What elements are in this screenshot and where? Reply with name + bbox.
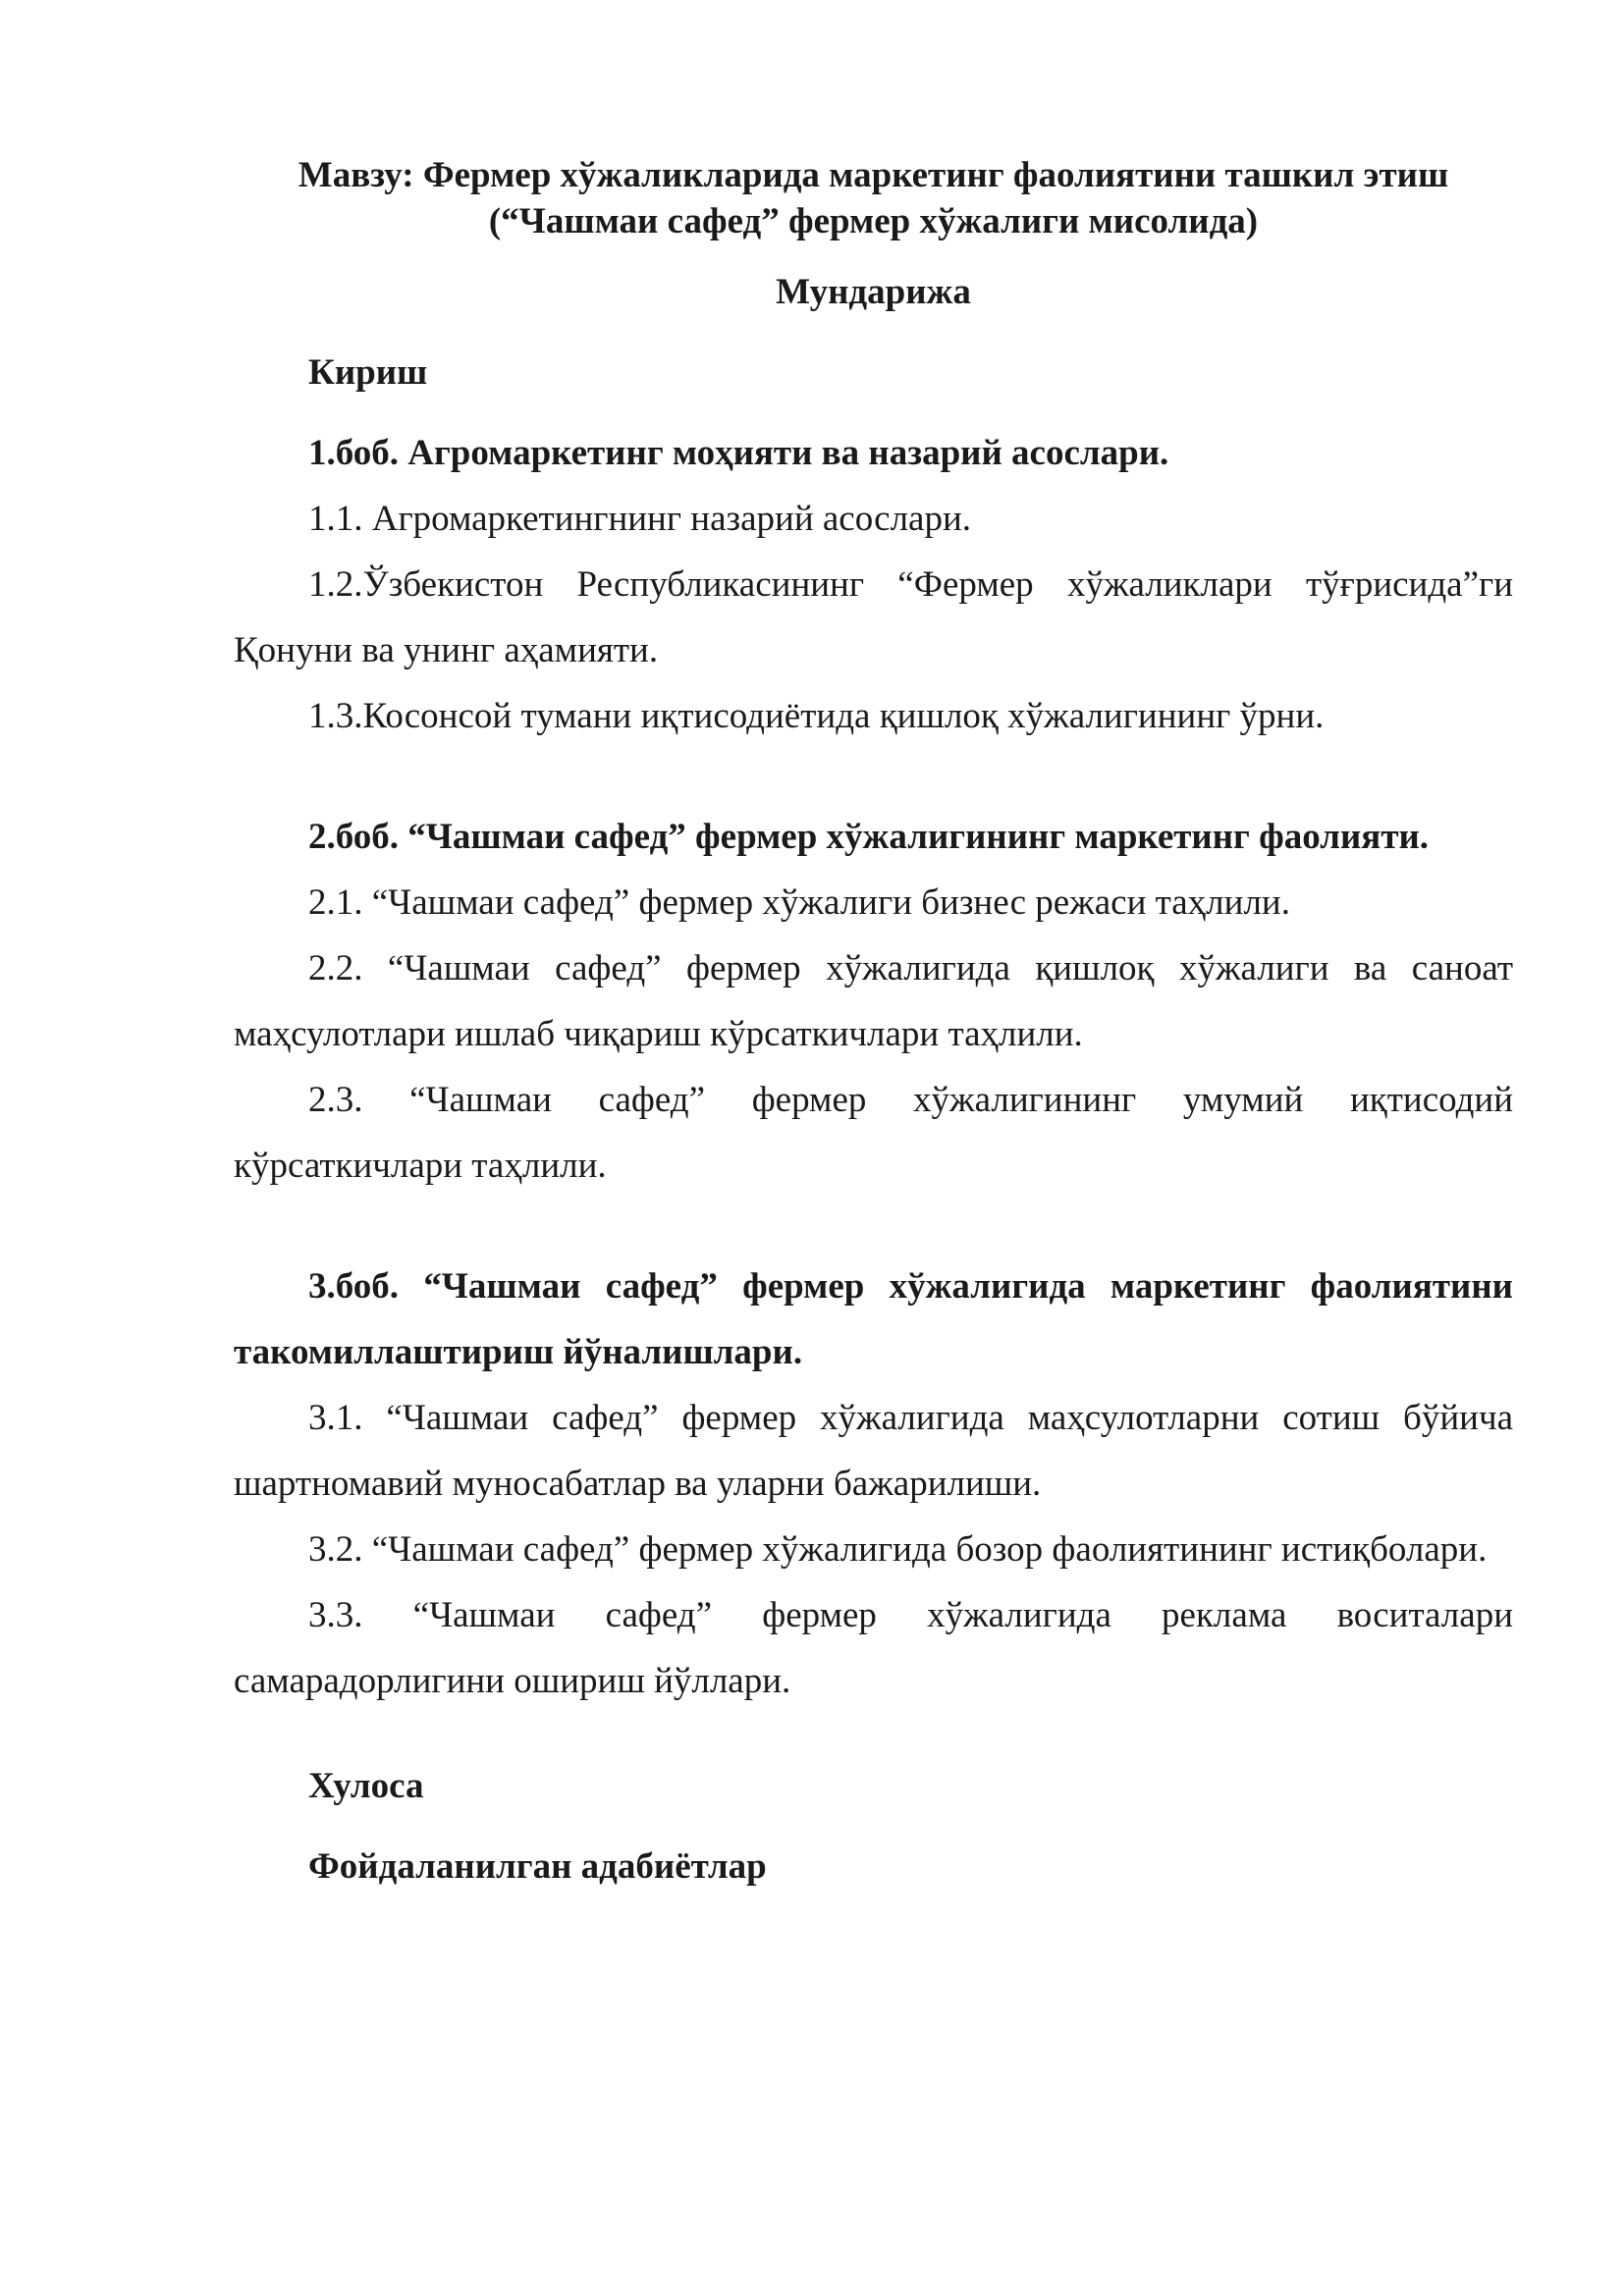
toc-section-1-3: 1.3.Косонсой тумани иқтисодиётида қишлоқ хўжалигининг ўрни. xyxy=(308,696,1325,736)
toc-section-3-2: 3.2. “Чашмаи сафед” фермер хўжалигида бозор фаолиятининг истиқболари. xyxy=(308,1529,1488,1570)
toc-section-1-2: 1.2.Ўзбекистон Республикасининг “Фермер хўжаликлари тўғрисида”ги Қонуни ва унинг аҳамияти. xyxy=(234,564,1513,670)
toc-section-2-1: 2.1. “Чашмаи сафед” фермер хўжалиги бизнес режаси таҳлили. xyxy=(308,882,1290,923)
document-title-line-2: (“Чашмаи сафед” фермер хўжалиги мисолида) xyxy=(488,201,1259,241)
toc-conclusion: Хулоса xyxy=(308,1766,424,1806)
toc-section-1-1: 1.1. Агромаркетингнинг назарий асослари. xyxy=(308,499,972,539)
toc-section-2-3: 2.3. “Чашмаи сафед” фермер хўжалигининг умумий иқтисодий кўрсаткичлари таҳлили. xyxy=(234,1080,1513,1186)
toc-references: Фойдаланилган адабиётлар xyxy=(308,1846,767,1887)
toc-section-3-3: 3.3. “Чашмаи сафед” фермер хўжалигида реклама воситалари самарадорлигини ошириш йўллари. xyxy=(234,1595,1513,1701)
toc-chapter-3-heading: 3.боб. “Чашмаи сафед” фермер хўжалигида маркетинг фаолиятини такомиллаштириш йўналишлари. xyxy=(234,1266,1513,1372)
contents-heading: Мундарижа xyxy=(776,272,971,312)
document-title-line-1: Мавзу: Фермер хўжаликларида маркетинг фаолиятини ташкил этиш xyxy=(298,155,1449,195)
toc-introduction: Кириш xyxy=(308,352,428,393)
toc-section-3-1: 3.1. “Чашмаи сафед” фермер хўжалигида маҳсулотларни сотиш бўйича шартномавий муносабатлар ва уларни бажарилиши. xyxy=(234,1398,1513,1504)
toc-chapter-2-heading: 2.боб. “Чашмаи сафед” фермер хўжалигининг маркетинг фаолияти. xyxy=(308,817,1430,857)
toc-chapter-1-heading: 1.боб. Агромаркетинг моҳияти ва назарий асослари. xyxy=(308,433,1169,473)
document-content xyxy=(234,152,1513,1899)
toc-section-2-2: 2.2. “Чашмаи сафед” фермер хўжалигида қишлоқ хўжалиги ва саноат маҳсулотлари ишлаб чиқариш кўрсаткичлари таҳлили. xyxy=(234,948,1513,1054)
